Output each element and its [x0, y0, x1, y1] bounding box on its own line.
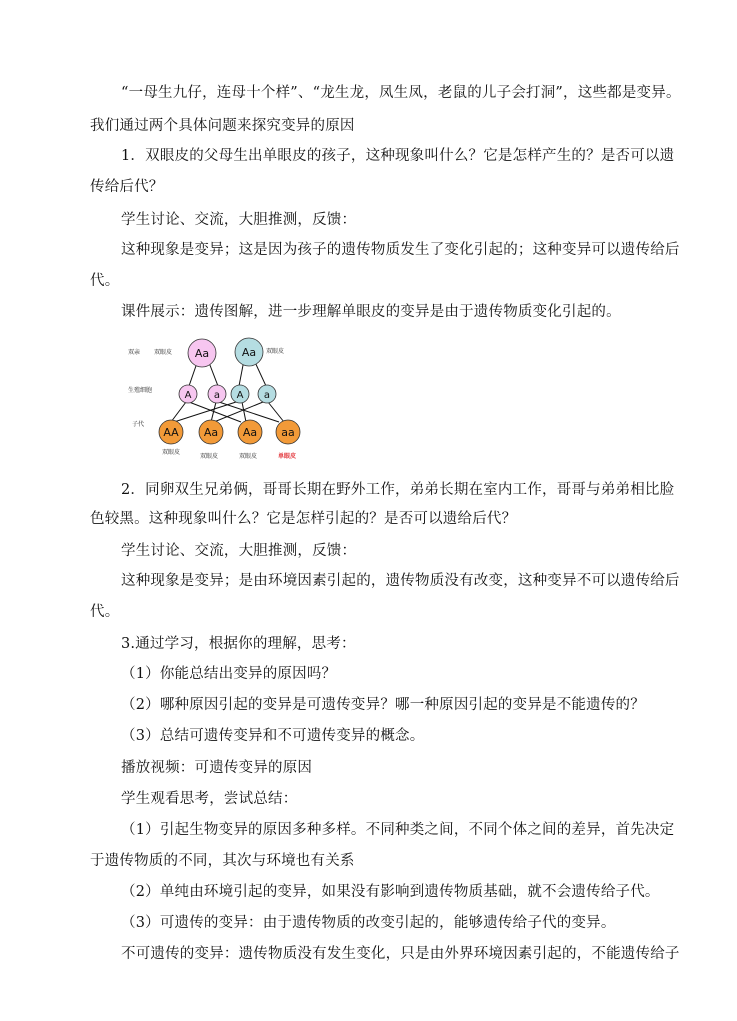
text-line: （3）总结可遗传变异和不可遗传变异的概念。 [121, 728, 425, 744]
text-line: “一母生九仔，连母十个样”、“龙生龙，凤生凤，老鼠的儿子会打洞”，这些都是变异。 [121, 85, 681, 101]
offspring-genotype: Aa [242, 426, 258, 439]
gamete-allele: a [213, 390, 221, 401]
gamete-allele: A [236, 390, 244, 401]
offspring-genotype: Aa [203, 426, 219, 439]
text-line: 代。 [90, 604, 120, 620]
gamete-allele: a [263, 390, 271, 401]
text-line: 这种现象是变异；是由环境因素引起的，遗传物质没有改变，这种变异不可以遗传给后 [121, 573, 680, 589]
text-line: 1．双眼皮的父母生出单眼皮的孩子，这种现象叫什么？它是怎样产生的？是否可以遗 [121, 148, 675, 164]
text-line: 我们通过两个具体问题来探究变异的原因 [90, 118, 355, 134]
label-offspring: 子代 [132, 421, 145, 428]
text-line: 传给后代？ [90, 179, 164, 195]
text-line: 代。 [90, 273, 120, 289]
text-line: 不可遗传的变异：遗传物质没有发生变化，只是由外界环境因素引起的，不能遗传给子 [121, 946, 680, 962]
text-line: 这种现象是变异；这是因为孩子的遗传物质发生了变化引起的；这种变异可以遗传给后 [121, 242, 680, 258]
label-parents: 双亲 [128, 349, 141, 356]
text-line: （1）你能总结出变异的原因吗？ [121, 666, 337, 682]
offspring-phenotype: 双眼皮 [162, 449, 181, 456]
text-line: 课件展示：遗传图解，进一步理解单眼皮的变异是由于遗传物质变化引起的。 [121, 304, 621, 320]
text-line: 色较黑。这种现象叫什么？它是怎样引起的？是否可以遗给后代？ [90, 511, 517, 527]
text-line: 播放视频：可遗传变异的原因 [121, 760, 313, 776]
label-gametes: 生殖细胞 [128, 387, 153, 394]
heredity-diagram [126, 334, 316, 464]
text-line: （2）哪种原因引起的变异是可遗传变异？哪一种原因引起的变异是不能遗传的？ [121, 697, 645, 713]
offspring-phenotype: 双眼皮 [239, 453, 258, 460]
mother-phenotype: 双眼皮 [154, 349, 173, 356]
offspring-phenotype-recessive: 单眼皮 [278, 453, 297, 460]
gamete-allele: A [184, 390, 192, 401]
offspring-genotype: AA [163, 426, 179, 439]
father-genotype: Aa [241, 346, 257, 359]
offspring-genotype: aa [281, 426, 295, 439]
text-line: （1）引起生物变异的原因多种多样。不同种类之间，不同个体之间的差异，首先决定 [121, 822, 675, 838]
text-line: 学生观看思考，尝试总结： [121, 791, 298, 807]
text-line: 2．同卵双生兄弟俩，哥哥长期在野外工作，弟弟长期在室内工作，哥哥与弟弟相比脸 [121, 482, 675, 498]
text-line: （2）单纯由环境引起的变异，如果没有影响到遗传物质基础，就不会遗传给子代。 [121, 884, 660, 900]
offspring-phenotype: 双眼皮 [200, 453, 219, 460]
text-line: 于遗传物质的不同，其次与环境也有关系 [90, 853, 355, 869]
father-phenotype: 双眼皮 [266, 348, 285, 355]
text-line: 3.通过学习，根据你的理解，思考： [121, 636, 356, 652]
text-line: 学生讨论、交流，大胆推测，反馈： [121, 212, 357, 228]
text-line: （3）可遗传的变异：由于遗传物质的改变引起的，能够遗传给子代的变异。 [121, 915, 616, 931]
mother-genotype: Aa [194, 347, 210, 360]
text-line: 学生讨论、交流，大胆推测，反馈： [121, 543, 357, 559]
